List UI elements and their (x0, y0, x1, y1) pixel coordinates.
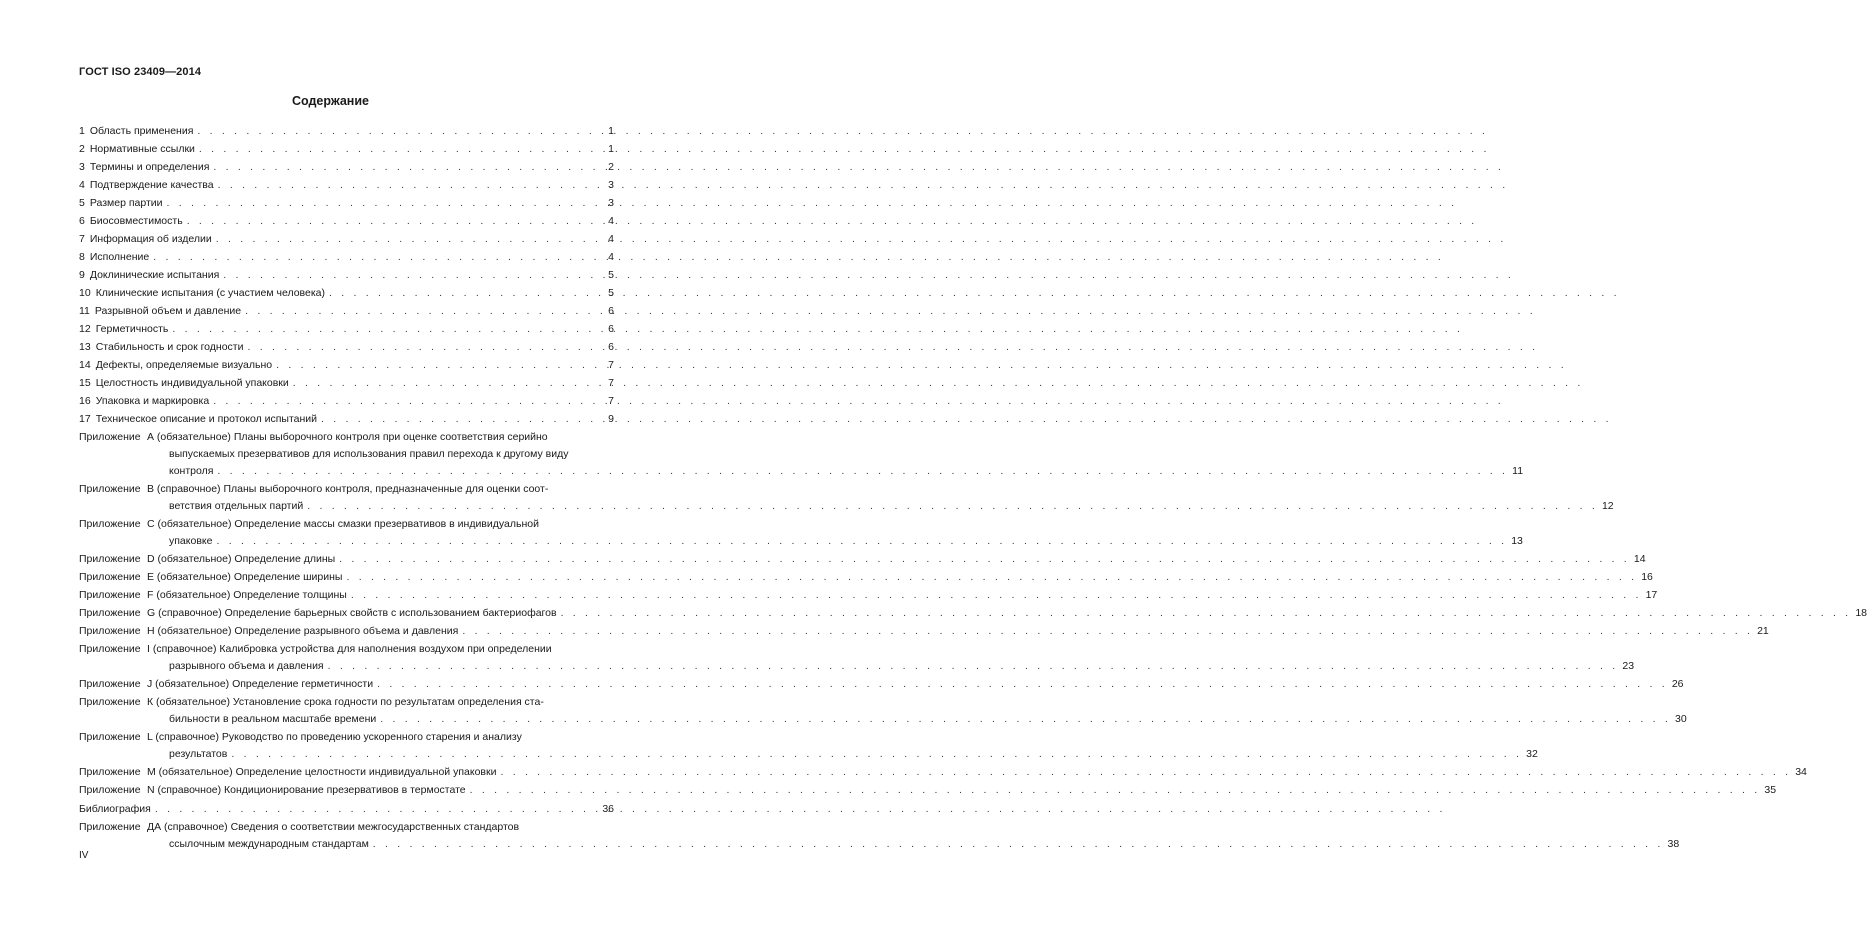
toc-entry-number: 1 (79, 125, 85, 137)
appendix-page: 11 (1512, 465, 1524, 477)
appendix-title-line: ветствия отдельных партий (169, 500, 304, 512)
appendix-title: N (справочное) Кондиционирование презервативов в термостате (147, 784, 466, 796)
toc-entry-number: 7 (79, 233, 85, 245)
dot-leader (321, 410, 600, 428)
appendix-entry[interactable] (79, 605, 1867, 622)
appendix-prefix: Приложение (79, 731, 141, 743)
toc-entry[interactable] (79, 266, 614, 284)
appendix-title-line: I (справочное) Калибровка устройства для наполнения воздухом при определении (147, 643, 552, 655)
dot-leader (172, 320, 600, 338)
dot-leader (199, 140, 600, 158)
toc-entry[interactable] (79, 122, 614, 140)
appendix-page: 32 (1526, 748, 1538, 760)
appendix-last-line (147, 605, 1867, 622)
appendix-title-line: ДА (справочное) Сведения о соответствии межгосударственных стандартов (147, 821, 520, 833)
appendix-title: Е (обязательное) Определение ширины (147, 571, 343, 583)
toc-entry[interactable] (79, 248, 614, 266)
toc-entry-label: Размер партии (89, 197, 163, 209)
appendix-prefix: Приложение (79, 678, 141, 690)
toc-entry-label: Нормативные ссылки (89, 143, 195, 155)
toc-entry[interactable] (79, 410, 614, 428)
appendix-entry[interactable] (79, 641, 1635, 675)
appendix-prefix: Приложение (79, 553, 141, 565)
appendix-entry[interactable] (79, 569, 1653, 586)
appendix-title: J (обязательное) Определение герметичности (147, 678, 374, 690)
dot-leader (187, 212, 600, 230)
appendix-prefix: Приложение (79, 821, 141, 833)
national-appendix-entry[interactable] (79, 819, 1680, 853)
appendix-body (147, 516, 1523, 550)
toc-entry[interactable] (79, 158, 614, 176)
toc-entry-page: 6 (608, 341, 614, 353)
appendix-body (147, 551, 1646, 568)
bibliography-entry[interactable] (79, 800, 614, 818)
toc-entry-label: Целостность индивидуальной упаковки (95, 377, 289, 389)
appendix-entry[interactable] (79, 429, 1524, 480)
toc-entry-label: Клинические испытания (с участием человека) (95, 287, 326, 299)
toc-entry-number: 12 (79, 323, 91, 335)
appendix-last-line (147, 587, 1657, 604)
dot-leader (218, 176, 600, 194)
appendix-title-line: контроля (169, 465, 214, 477)
toc-entry-number: 9 (79, 269, 85, 281)
toc-entry-page: 1 (608, 125, 614, 137)
appendix-prefix: Приложение (79, 766, 141, 778)
dot-leader (213, 392, 600, 410)
dot-leader (213, 158, 600, 176)
dot-leader (293, 374, 600, 392)
toc-entry-number: 10 (79, 287, 91, 299)
appendix-last-line (147, 676, 1684, 693)
dot-leader (216, 230, 600, 248)
appendix-body (147, 676, 1684, 693)
appendix-page: 14 (1633, 553, 1646, 565)
dot-leader (329, 284, 600, 302)
dot-leader (167, 194, 600, 212)
appendix-page: 13 (1511, 535, 1523, 547)
appendix-entry[interactable] (79, 623, 1769, 640)
toc-entry[interactable] (79, 176, 614, 194)
appendix-entry[interactable] (79, 729, 1538, 763)
appendix-page: 26 (1671, 678, 1684, 690)
dot-leader (245, 302, 600, 320)
toc-entry-label: Стабильность и срок годности (95, 341, 244, 353)
appendix-continuation (147, 446, 1523, 480)
toc-entry[interactable] (79, 284, 614, 302)
appendix-title-line: К (обязательное) Установление срока годности по результатам определения ста- (147, 696, 544, 708)
appendix-last-line (147, 569, 1653, 586)
toc-entry-page: 9 (608, 413, 614, 425)
appendix-title-line: ссылочным международным стандартам (169, 838, 369, 850)
appendix-title-line: результатов (169, 748, 228, 760)
appendix-page: 23 (1622, 660, 1635, 672)
appendix-last-line (169, 711, 1687, 728)
appendix-body (147, 694, 1687, 728)
appendix-entry[interactable] (79, 516, 1523, 550)
toc-entry[interactable] (79, 230, 614, 248)
dot-leader (216, 533, 1507, 550)
appendix-page: 30 (1675, 713, 1687, 725)
appendix-page: 38 (1667, 838, 1680, 850)
toc-entry-label: Упаковка и маркировка (95, 395, 210, 407)
toc-entry-number: 2 (79, 143, 85, 155)
appendix-prefix: Приложение (79, 518, 141, 530)
dot-leader (276, 356, 600, 374)
toc-entry-page: 3 (608, 197, 614, 209)
appendix-page: 17 (1645, 589, 1658, 601)
appendix-last-line (169, 533, 1523, 550)
appendix-last-line (169, 836, 1679, 853)
appendix-prefix: Приложение (79, 696, 141, 708)
appendix-entry[interactable] (79, 587, 1658, 604)
appendix-body (147, 764, 1807, 781)
appendix-page: 16 (1641, 571, 1653, 583)
appendix-continuation (147, 711, 1687, 728)
appendix-title-line: бильности в реальном масштабе времени (169, 713, 377, 725)
toc-entry[interactable] (79, 392, 614, 410)
toc-entry-label: Область применения (89, 125, 194, 137)
appendix-last-line (169, 746, 1538, 763)
toc-entry-number: 13 (79, 341, 91, 353)
appendix-title: F (обязательное) Определение толщины (147, 589, 347, 601)
page-title: Содержание (291, 94, 369, 108)
toc-entry[interactable] (79, 356, 614, 374)
appendix-last-line (147, 551, 1646, 568)
dot-leader (462, 623, 1753, 640)
toc-entry-page: 7 (608, 359, 614, 371)
appendix-title-line: упаковке (169, 535, 213, 547)
dot-leader (307, 498, 1598, 515)
appendix-body (147, 605, 1867, 622)
toc-entry-label: Техническое описание и протокол испытаний (95, 413, 318, 425)
toc-entry-page: 3 (608, 179, 614, 191)
toc-entry-page: 4 (608, 215, 614, 227)
dot-leader (217, 463, 1508, 480)
toc-entry-page: 7 (608, 395, 614, 407)
appendix-continuation (147, 533, 1523, 550)
toc-entry-label: Герметичность (95, 323, 169, 335)
toc-entry-number: 8 (79, 251, 85, 263)
appendix-entry[interactable] (79, 764, 1807, 781)
appendix-title-line: L (справочное) Руководство по проведению ускоренного старения и анализу (147, 731, 522, 743)
toc-entry-label: Исполнение (89, 251, 150, 263)
toc-entry-page: 6 (608, 323, 614, 335)
appendix-prefix: Приложение (79, 784, 141, 796)
bibliography-page: 36 (602, 803, 614, 815)
dot-leader (155, 800, 598, 818)
appendix-body (147, 569, 1653, 586)
toc-entry-label: Информация об изделии (89, 233, 212, 245)
toc-entry-label: Доклинические испытания (89, 269, 220, 281)
appendix-prefix: Приложение (79, 483, 141, 495)
document-header: ГОСТ ISO 23409—2014 (79, 66, 202, 78)
appendix-last-line (147, 764, 1807, 781)
appendix-title: Н (обязательное) Определение разрывного объема и давления (147, 625, 459, 637)
dot-leader (339, 551, 1630, 568)
dot-leader (470, 782, 1761, 799)
dot-leader (223, 266, 600, 284)
appendix-entry[interactable] (79, 694, 1687, 728)
toc-entry-page: 2 (608, 161, 614, 173)
toc-entry-page: 4 (608, 233, 614, 245)
toc-entry-label: Подтверждение качества (89, 179, 214, 191)
appendix-body (147, 819, 1679, 853)
toc-entry-number: 15 (79, 377, 91, 389)
toc-entry-page: 4 (608, 251, 614, 263)
dot-leader (197, 122, 600, 140)
toc-entry-page: 5 (608, 269, 614, 281)
toc-entry[interactable] (79, 374, 614, 392)
toc-entry[interactable] (79, 140, 614, 158)
appendix-prefix: Приложение (79, 589, 141, 601)
toc-entry-number: 11 (79, 305, 90, 317)
toc-entry-number: 16 (79, 395, 91, 407)
appendix-page: 34 (1795, 766, 1807, 778)
appendix-page: 18 (1855, 607, 1867, 619)
appendix-entry[interactable] (79, 551, 1646, 568)
dot-leader (373, 836, 1664, 853)
appendix-title-line: разрывного объема и давления (169, 660, 324, 672)
appendix-title-line: выпускаемых презервативов для использования правил перехода к другому виду (169, 448, 569, 460)
appendix-prefix: Приложение (79, 625, 141, 637)
dot-leader (500, 764, 1791, 781)
appendix-title-line: В (справочное) Планы выборочного контроля, предназначенные для оценки соот- (147, 483, 549, 495)
toc-entry[interactable] (79, 194, 614, 212)
appendix-continuation (147, 836, 1679, 853)
appendix-body (147, 641, 1634, 675)
toc-entry-label: Дефекты, определяемые визуально (95, 359, 273, 371)
dot-leader (153, 248, 600, 266)
dot-leader (346, 569, 1637, 586)
appendix-last-line (169, 463, 1523, 480)
dot-leader (231, 746, 1522, 763)
appendix-page: 35 (1764, 784, 1777, 796)
appendix-title: G (справочное) Определение барьерных свойств с использованием бактериофагов (147, 607, 557, 619)
appendix-entry[interactable] (79, 782, 1777, 799)
dot-leader (247, 338, 600, 356)
appendix-last-line (147, 782, 1776, 799)
toc-entry[interactable] (79, 302, 614, 320)
appendix-last-line (169, 658, 1634, 675)
appendix-title-line: С (обязательное) Определение массы смазки презервативов в индивидуальной (147, 518, 539, 530)
toc-entry[interactable] (79, 338, 614, 356)
appendix-last-line (169, 498, 1614, 515)
toc-entry-number: 5 (79, 197, 85, 209)
appendix-continuation (147, 498, 1614, 515)
table-of-contents (79, 122, 1867, 854)
dot-leader (380, 711, 1671, 728)
appendix-title: D (обязательное) Определение длины (147, 553, 336, 565)
appendix-title-line: А (обязательное) Планы выборочного контроля при оценке соответствия серийно (147, 431, 548, 443)
appendix-entry[interactable] (79, 481, 1614, 515)
toc-entry-label: Термины и определения (89, 161, 210, 173)
appendix-body (147, 623, 1769, 640)
toc-entry-page: 5 (608, 287, 614, 299)
toc-entry-page: 1 (608, 143, 614, 155)
toc-entry-number: 4 (79, 179, 85, 191)
appendix-page: 12 (1601, 500, 1614, 512)
appendix-continuation (147, 658, 1634, 675)
toc-entry-number: 6 (79, 215, 85, 227)
toc-entry[interactable] (79, 320, 614, 338)
appendix-prefix: Приложение (79, 571, 141, 583)
appendix-body (147, 782, 1776, 799)
toc-entry-label: Биосовместимость (89, 215, 183, 227)
toc-entry-label: Разрывной объем и давление (94, 305, 242, 317)
toc-entry-number: 17 (79, 413, 91, 425)
dot-leader (351, 587, 1642, 604)
appendix-body (147, 587, 1657, 604)
dot-leader (328, 658, 1619, 675)
toc-entry-page: 7 (608, 377, 614, 389)
dot-leader (561, 605, 1852, 622)
appendix-prefix: Приложение (79, 643, 141, 655)
appendix-body (147, 429, 1523, 480)
appendix-title: М (обязательное) Определение целостности индивидуальной упаковки (147, 766, 497, 778)
toc-entry-number: 14 (79, 359, 91, 371)
toc-entry-page: 6 (608, 305, 614, 317)
appendix-prefix: Приложение (79, 607, 141, 619)
page-number: IV (79, 850, 89, 861)
dot-leader (377, 676, 1668, 693)
toc-entry-number: 3 (79, 161, 85, 173)
appendix-last-line (147, 623, 1769, 640)
toc-entry[interactable] (79, 212, 614, 230)
bibliography-label: Библиография (79, 803, 151, 815)
appendix-body (147, 729, 1538, 763)
appendix-body (147, 481, 1614, 515)
appendix-prefix: Приложение (79, 431, 141, 443)
appendix-page: 21 (1757, 625, 1769, 637)
appendix-entry[interactable] (79, 676, 1684, 693)
appendix-continuation (147, 746, 1538, 763)
